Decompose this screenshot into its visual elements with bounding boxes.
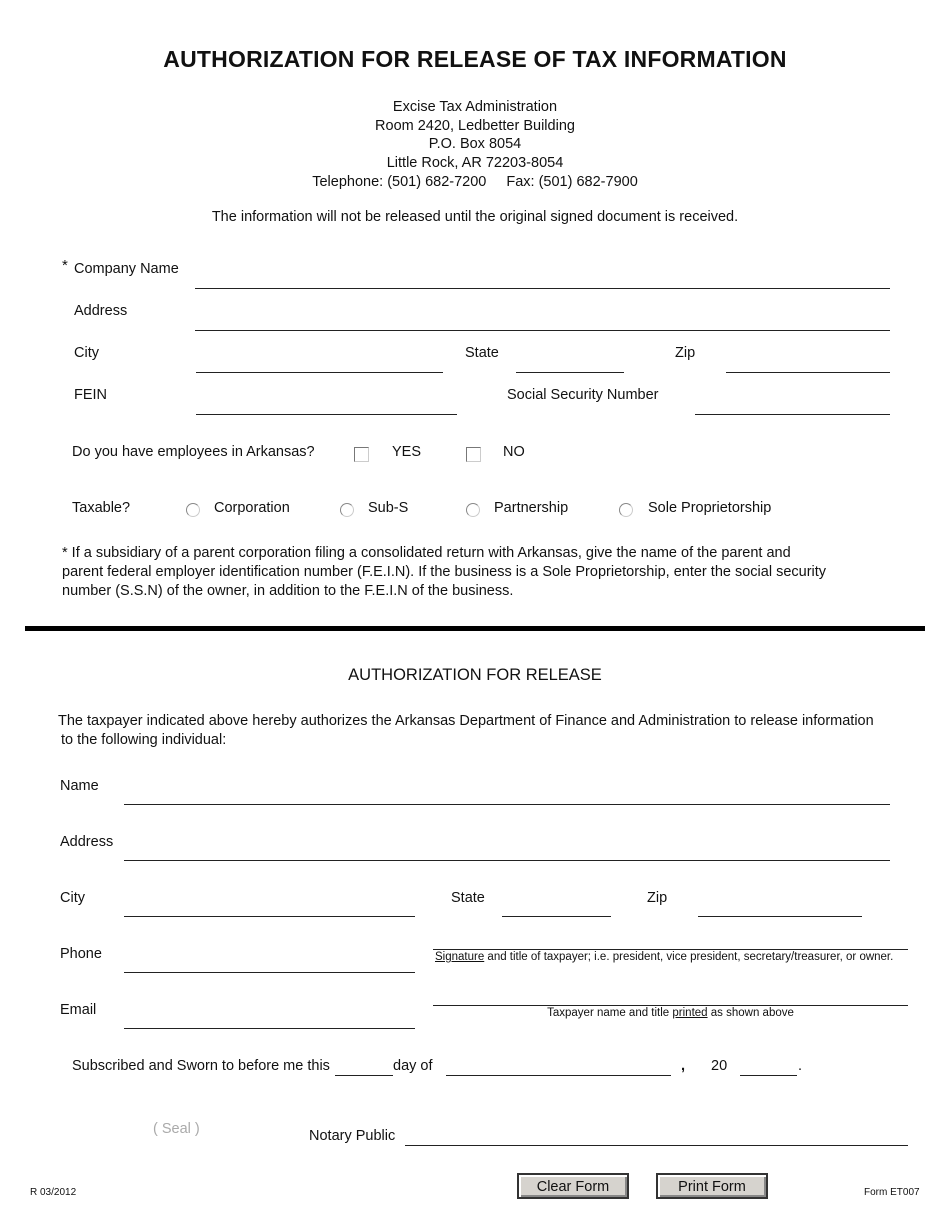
sworn-month-field[interactable] [446, 1075, 671, 1076]
signature-caption [435, 951, 893, 963]
agency-fax: Fax: (501) 682-7900 [506, 174, 638, 190]
required-asterisk: * [62, 257, 68, 274]
form-number: Form ET007 [864, 1187, 920, 1198]
taxable-sub-s-label: Sub-S [368, 500, 409, 516]
company-city-field[interactable] [196, 372, 443, 373]
printed-name-caption: Taxpayer name and title printed as shown above [547, 1007, 794, 1019]
company-state-label: State [465, 345, 499, 361]
recipient-email-label: Email [60, 1002, 97, 1018]
sworn-day-field[interactable] [335, 1075, 393, 1076]
printed-word: printed [672, 1007, 708, 1019]
footnote-line-3: number (S.S.N) of the owner, in addition to the F.E.I.N of the business. [62, 583, 514, 599]
recipient-email-field[interactable] [124, 1028, 415, 1029]
agency-name: Excise Tax Administration [392, 99, 558, 115]
company-state-field[interactable] [516, 372, 624, 373]
ssn-label: Social Security Number [507, 387, 659, 403]
notary-signature-line[interactable] [405, 1145, 908, 1146]
agency-contact [0, 174, 950, 190]
recipient-state-label: State [451, 890, 485, 906]
release-intro-line-1: The taxpayer indicated above hereby authorizes the Arkansas Department of Finance and Administration to release information [58, 713, 874, 729]
recipient-name-field[interactable] [124, 804, 890, 805]
release-intro [58, 712, 928, 750]
clear-form-button[interactable]: Clear Form [517, 1173, 629, 1199]
recipient-zip-field[interactable] [698, 916, 862, 917]
agency-city: Little Rock, AR 72203-8054 [386, 155, 564, 171]
release-intro-line-2: to the following individual: [61, 732, 227, 748]
notary-public-label: Notary Public [309, 1128, 396, 1144]
footnote-line-1: * If a subsidiary of a parent corporation filing a consolidated return with Arkansas, give the name of the parent and [62, 545, 791, 561]
sworn-year-field[interactable] [740, 1075, 797, 1076]
taxable-sub-s-radio[interactable] [340, 503, 354, 517]
year-prefix: 20 [711, 1058, 728, 1074]
taxable-corporation-radio[interactable] [186, 503, 200, 517]
recipient-phone-field[interactable] [124, 972, 415, 973]
company-name-field[interactable] [195, 288, 890, 289]
recipient-name-label: Name [60, 778, 99, 794]
agency-phone: Telephone: (501) 682-7200 [312, 174, 487, 190]
recipient-city-label: City [60, 890, 85, 906]
agency-room: Room 2420, Ledbetter Building [375, 118, 575, 134]
date-comma: , [681, 1058, 686, 1074]
employees-question: Do you have employees in Arkansas? [72, 444, 315, 460]
fein-field[interactable] [196, 414, 457, 415]
signature-word: Signature [435, 951, 485, 963]
company-name-label: Company Name [74, 261, 179, 277]
taxable-partnership-radio[interactable] [466, 503, 480, 517]
recipient-state-field[interactable] [502, 916, 611, 917]
agency-po-box: P.O. Box 8054 [428, 136, 522, 152]
print-form-button[interactable]: Print Form [656, 1173, 768, 1199]
footnote [62, 544, 922, 601]
employees-no-checkbox[interactable] [466, 447, 481, 462]
taxable-corporation-label: Corporation [214, 500, 290, 516]
recipient-phone-label: Phone [60, 946, 102, 962]
section-divider [25, 626, 925, 631]
employees-yes-checkbox[interactable] [354, 447, 369, 462]
day-of-label: day of [393, 1058, 433, 1074]
release-notice: The information will not be released until the original signed document is received. [211, 209, 739, 225]
date-period: . [798, 1058, 803, 1074]
employees-yes-label: YES [392, 444, 422, 460]
signature-rest: and title of taxpayer; i.e. president, vice president, secretary/treasurer, or owner. [484, 951, 894, 963]
seal-placeholder: ( Seal ) [153, 1121, 200, 1137]
sworn-label: Subscribed and Sworn to before me this [72, 1058, 330, 1074]
printed-name-line[interactable] [433, 1005, 908, 1006]
employees-no-label: NO [503, 444, 525, 460]
form-title: AUTHORIZATION FOR RELEASE OF TAX INFORMATION [163, 46, 787, 72]
taxable-sole-proprietorship-label: Sole Proprietorship [648, 500, 772, 516]
taxable-label: Taxable? [72, 500, 131, 516]
revision-date: R 03/2012 [30, 1187, 77, 1198]
recipient-address-label: Address [60, 834, 114, 850]
footnote-line-2: parent federal employer identification number (F.E.I.N). If the business is a Sole Proprietorship, enter the social security [62, 564, 827, 580]
release-heading: AUTHORIZATION FOR RELEASE [348, 666, 602, 684]
company-zip-field[interactable] [726, 372, 890, 373]
recipient-address-field[interactable] [124, 860, 890, 861]
company-address-field[interactable] [195, 330, 890, 331]
taxable-sole-proprietorship-radio[interactable] [619, 503, 633, 517]
signature-line[interactable] [433, 949, 908, 950]
ssn-field[interactable] [695, 414, 890, 415]
recipient-zip-label: Zip [647, 890, 668, 906]
taxable-partnership-label: Partnership [494, 500, 569, 516]
fein-label: FEIN [74, 387, 108, 403]
recipient-city-field[interactable] [124, 916, 415, 917]
company-address-label: Address [74, 303, 128, 319]
company-city-label: City [74, 345, 99, 361]
company-zip-label: Zip [675, 345, 696, 361]
